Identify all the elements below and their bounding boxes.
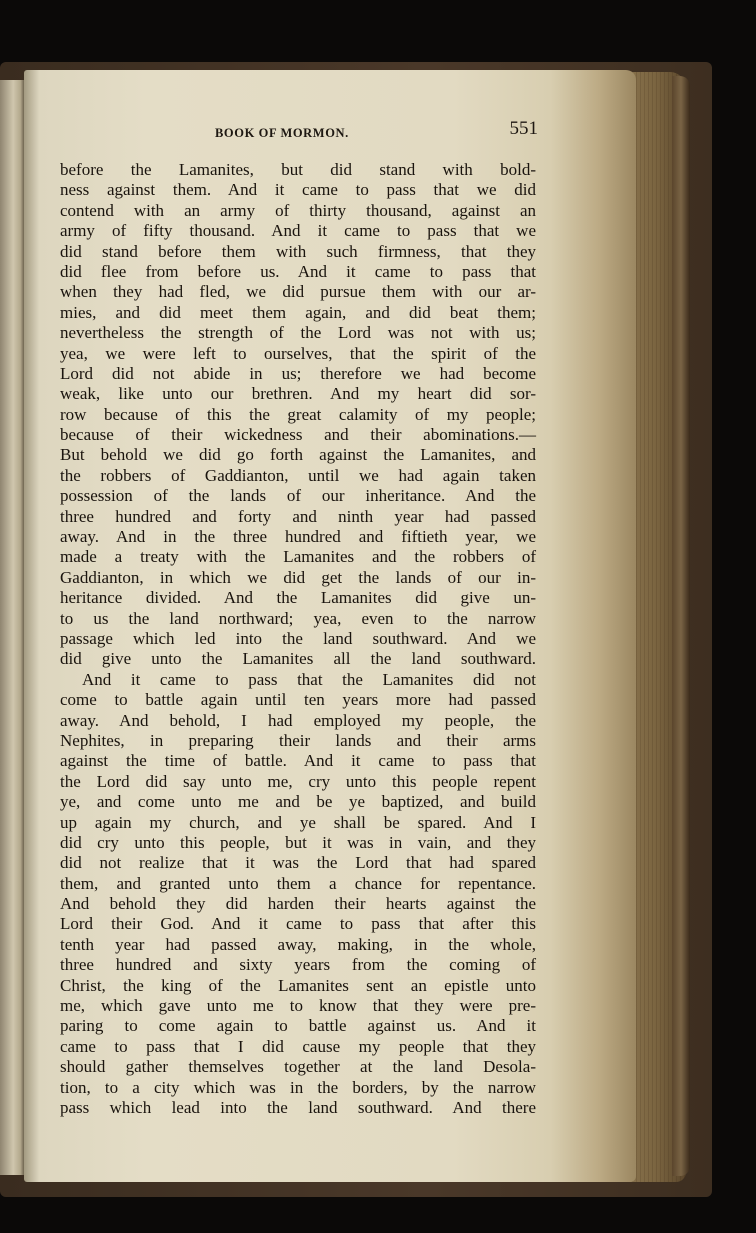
text-line: come to battle again until ten years more had passed (60, 690, 536, 710)
text-line: pass which lead into the land southward. And there (60, 1097, 536, 1117)
text-line: three hundred and sixty years from the coming of (60, 955, 536, 975)
text-line: three hundred and forty and ninth year had passed (60, 506, 536, 526)
text-line: Lord did not abide in us; therefore we had become (60, 363, 536, 383)
text-line: me, which gave unto me to know that they were pre- (60, 996, 536, 1016)
text-line: But behold we did go forth against the Lamanites, and (60, 445, 536, 465)
text-line: did cry unto this people, but it was in vain, and they (60, 832, 536, 852)
text-line: row because of this the great calamity of my people; (60, 404, 536, 424)
text-line: tion, to a city which was in the borders, by the narrow (60, 1077, 536, 1097)
text-line: Lord their God. And it came to pass that after this (60, 914, 536, 934)
text-line: the Lord did say unto me, cry unto this people repent (60, 771, 536, 791)
running-title: BOOK OF MORMON. (215, 126, 349, 140)
text-line: away. And behold, I had employed my people, the (60, 710, 536, 730)
text-line: tenth year had passed away, making, in the whole, (60, 934, 536, 954)
text-line: to us the land northward; yea, even to the narrow (60, 608, 536, 628)
text-line: away. And in the three hundred and fiftieth year, we (60, 527, 536, 547)
text-line: made a treaty with the Lamanites and the robbers of (60, 547, 536, 567)
text-line: mies, and did meet them again, and did beat them; (60, 302, 536, 322)
text-line: came to pass that I did cause my people that they (60, 1036, 536, 1056)
text-line: yea, we were left to ourselves, that the spirit of the (60, 343, 536, 363)
text-line: them, and granted unto them a chance for repentance. (60, 873, 536, 893)
text-line: did give unto the Lamanites all the land southward. (60, 649, 536, 669)
text-line: contend with an army of thirty thousand, against an (60, 200, 536, 220)
page-body-text (60, 160, 536, 1118)
text-line: because of their wickedness and their abominations.— (60, 425, 536, 445)
text-line: And it came to pass that the Lamanites did not (82, 669, 536, 689)
text-line: heritance divided. And the Lamanites did give un- (60, 588, 536, 608)
text-line: ness against them. And it came to pass that we did (60, 180, 536, 200)
text-line: Christ, the king of the Lamanites sent an epistle unto (60, 975, 536, 995)
text-line: did not realize that it was the Lord that had spared (60, 853, 536, 873)
text-line: possession of the lands of our inheritance. And the (60, 486, 536, 506)
text-line: army of fifty thousand. And it came to pass that we (60, 221, 536, 241)
page-number: 551 (509, 118, 538, 139)
text-line: And behold they did harden their hearts against the (60, 894, 536, 914)
page-header (60, 116, 538, 150)
text-line: did flee from before us. And it came to pass that (60, 261, 536, 281)
text-line: passage which led into the land southward. And we (60, 628, 536, 648)
text-line: before the Lamanites, but did stand with bold- (60, 160, 536, 179)
text-line: against the time of battle. And it came to pass that (60, 751, 536, 771)
text-line: nevertheless the strength of the Lord was not with us; (60, 323, 536, 343)
text-line: the robbers of Gaddianton, until we had again taken (60, 465, 536, 485)
text-line: Nephites, in preparing their lands and their arms (60, 730, 536, 750)
text-line: weak, like unto our brethren. And my heart did sor- (60, 384, 536, 404)
text-line: did stand before them with such firmness, that they (60, 241, 536, 261)
text-line: Gaddianton, in which we did get the lands of our in- (60, 567, 536, 587)
facing-page-edge (0, 80, 24, 1175)
text-line: ye, and come unto me and be ye baptized, and build (60, 792, 536, 812)
cover-edge (672, 76, 690, 1176)
text-line: when they had fled, we did pursue them with our ar- (60, 282, 536, 302)
text-line: up again my church, and ye shall be spared. And I (60, 812, 536, 832)
text-line: should gather themselves together at the land Desola- (60, 1057, 536, 1077)
text-line: paring to come again to battle against us. And it (60, 1016, 536, 1036)
